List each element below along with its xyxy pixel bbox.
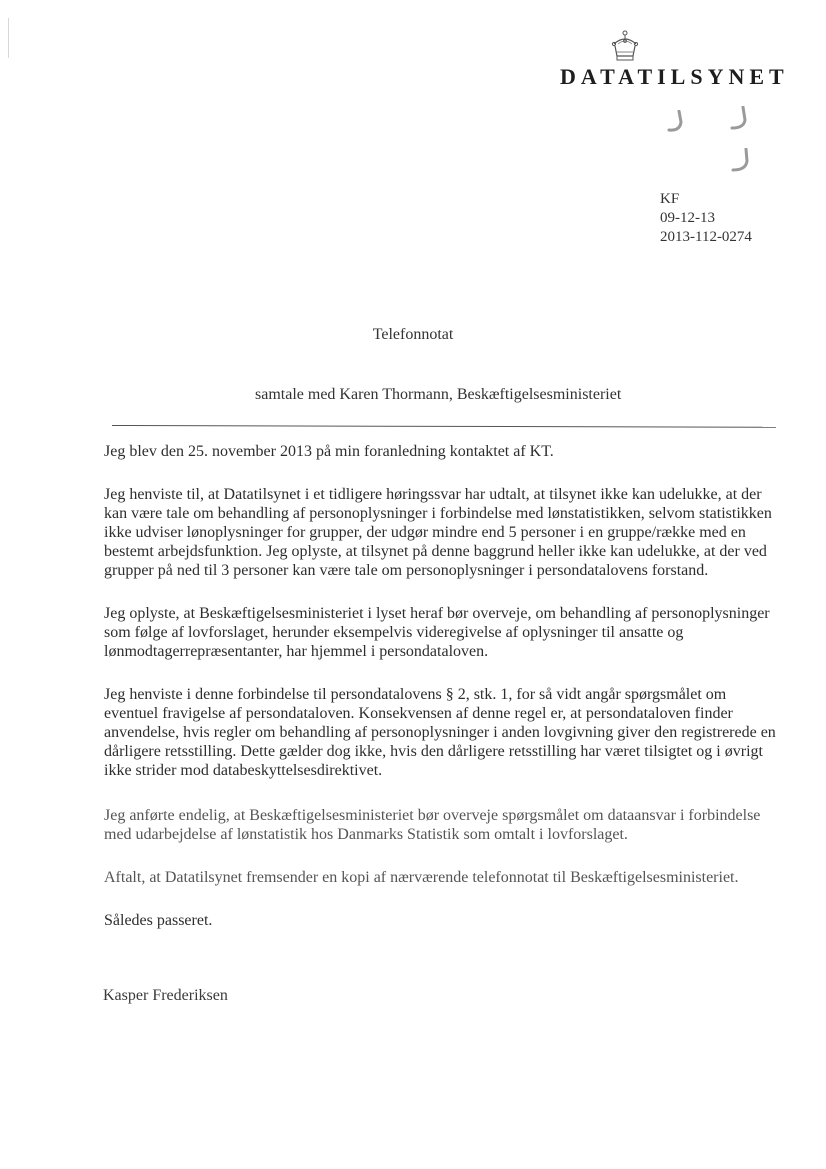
document-subtitle: samtale med Karen Thormann, Beskæftigelsesministeriet bbox=[255, 386, 622, 403]
hook-stamp-icon bbox=[728, 148, 754, 174]
datatilsynet-logo bbox=[560, 64, 789, 90]
date: 09-12-13 bbox=[660, 210, 715, 226]
divider-line bbox=[112, 425, 776, 428]
initials: KF bbox=[660, 191, 680, 207]
hook-stamp-icon bbox=[726, 106, 752, 132]
reference-block bbox=[660, 190, 752, 247]
paragraph: Jeg henviste i denne forbindelse til persondatalovens § 2, stk. 1, for så vidt angår spørgsmålet om eventuel fravigelse af persondataloven. Konsekvensen af denne regel er, at persondataloven finder anvendelse, hvis regler om behandling af personoplysninger i anden lovgivning giver den registrerede en dårligere retsstilling. Dette gælder dog ikke, hvis den dårligere retsstilling har været tilsigtet og i øvrigt ikke strider mod databeskyttelsesdirektivet. bbox=[104, 686, 776, 779]
paragraph: Jeg henviste til, at Datatilsynet i et tidligere høringssvar har udtalt, at tilsynet ikke kan udelukke, at der kan være tale om behandling af personoplysninger i forbindelse med lønstatistikken, selvom statistikken ikke udviser lønoplysninger for grupper, der udgør mindre end 5 personer i en gruppe/række med en bestemt arbejdsfunktion. Jeg oplyste, at tilsynet på denne baggrund heller ikke kan udelukke, at der ved grupper på ned til 3 personer kan være tale om personoplysninger i persondatalovens forstand. bbox=[104, 486, 772, 579]
signature: Kasper Frederiksen bbox=[103, 987, 228, 1004]
logo-text: DATATILSYNET bbox=[560, 64, 789, 89]
hook-stamp-icon bbox=[662, 110, 688, 136]
paragraph: Jeg anførte endelig, at Beskæftigelsesministeriet bør overveje spørgsmålet om dataansvar i forbindelse med udarbejdelse af lønstatistik hos Danmarks Statistik som omtalt i lovforslaget. bbox=[104, 807, 761, 843]
paragraph: Således passeret. bbox=[104, 912, 213, 929]
document-title: Telefonnotat bbox=[372, 326, 454, 343]
crown-icon bbox=[610, 30, 640, 64]
scan-edge-mark bbox=[8, 18, 9, 58]
paragraph: Jeg oplyste, at Beskæftigelsesministeriet i lyset heraf bør overveje, om behandling af personoplysninger som følge af lovforslaget, herunder eksempelvis videregivelse af oplysninger til ansatte og lønmodtagerrepræsentanter, har hjemmel i persondataloven. bbox=[104, 605, 770, 660]
case-number: 2013-112-0274 bbox=[660, 229, 752, 245]
paragraph: Aftalt, at Datatilsynet fremsender en kopi af nærværende telefonnotat til Beskæftigelsesministeriet. bbox=[104, 869, 739, 886]
paragraph: Jeg blev den 25. november 2013 på min foranledning kontaktet af KT. bbox=[104, 443, 554, 460]
note-body bbox=[104, 442, 776, 950]
